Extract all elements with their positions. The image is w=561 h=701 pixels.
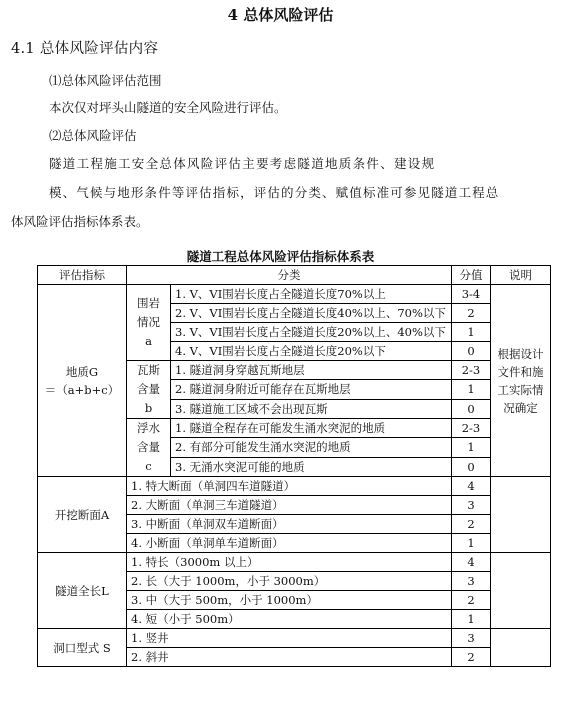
row-text: 1. 特大断面（单洞四车道隧道） [127, 477, 452, 496]
header-category: 分类 [127, 266, 452, 285]
geology-label: 地质G [65, 364, 99, 379]
gas-label-line: 瓦斯 [137, 363, 160, 377]
mud-label-line: 浮水 [137, 421, 160, 435]
row-text: 4. 小断面（单洞单车道断面） [127, 534, 452, 553]
subsection-title: 4.1 总体风险评估内容 [11, 41, 159, 57]
row-text: 1. 隧道全程存在可能发生涌水突泥的地质 [171, 419, 452, 438]
geology-indicator-cell [38, 285, 127, 477]
paragraph-scope-text: 本次仅对坪头山隧道的安全风险进行评估。 [49, 100, 287, 115]
row-text: 2. 有部分可能发生涌水突泥的地质 [171, 438, 452, 457]
row-text: 1. V、VI围岩长度占全隧道长度70%以上 [171, 285, 452, 304]
paragraph-line-1: 隧道工程施工安全总体风险评估主要考虑隧道地质条件、建设规 [49, 156, 436, 171]
row-score: 3-4 [452, 285, 491, 304]
table-row [38, 629, 551, 648]
gas-label-line: 含量 [137, 382, 160, 396]
rock-label-line: 情况 [137, 315, 160, 329]
row-text: 4. 短（小于 500m） [127, 610, 452, 629]
row-score: 2 [452, 591, 491, 610]
row-text: 3. 隧道施工区域不会出现瓦斯 [171, 399, 452, 418]
header-note: 说明 [491, 266, 551, 285]
excavation-indicator-cell: 开挖断面A [38, 477, 127, 553]
note-line: 根据设计 [497, 346, 544, 361]
note-line: 工实际情 [497, 382, 544, 397]
row-text: 3. 中断面（单洞双车道断面） [127, 515, 452, 534]
length-indicator-cell: 隧道全长L [38, 553, 127, 629]
mud-label-line: c [145, 459, 152, 473]
row-score: 1 [452, 380, 491, 399]
header-score: 分值 [452, 266, 491, 285]
row-text: 4. V、VI围岩长度占全隧道长度20%以下 [171, 342, 452, 361]
row-text: 1. 特长（3000m 以上） [127, 553, 452, 572]
empty-note-cell [491, 553, 551, 629]
row-text: 1. 隧道洞身穿越瓦斯地层 [171, 361, 452, 380]
row-score: 1 [452, 438, 491, 457]
row-score: 2-3 [452, 361, 491, 380]
row-score: 3 [452, 572, 491, 591]
row-text: 3. 中（大于 500m，小于 1000m） [127, 591, 452, 610]
paragraph-line-3: 体风险评估指标体系表。 [11, 214, 149, 229]
row-score: 1 [452, 610, 491, 629]
row-score: 3 [452, 496, 491, 515]
row-text: 3. 无涌水突泥可能的地质 [171, 457, 452, 476]
row-text: 2. 斜井 [127, 648, 452, 667]
row-text: 3. V、VI围岩长度占全隧道长度20%以上、40%以下 [171, 323, 452, 342]
row-score: 0 [452, 457, 491, 476]
portal-indicator-cell: 洞口型式 S [38, 629, 127, 667]
rock-label-line: a [145, 334, 152, 348]
paragraph-line-2: 模、气候与地形条件等评估指标，评估的分类、赋值标准可参见隧道工程总 [49, 185, 500, 200]
row-score: 4 [452, 553, 491, 572]
gas-subcategory-cell [127, 361, 171, 419]
table-header-row [38, 266, 551, 285]
row-score: 0 [452, 399, 491, 418]
row-score: 2 [452, 515, 491, 534]
row-text: 2. V、VI围岩长度占全隧道长度40%以上、70%以下 [171, 304, 452, 323]
rock-label-line: 围岩 [137, 296, 160, 310]
note-line: 况确定 [503, 400, 538, 415]
risk-indicator-table [37, 265, 551, 667]
table-row [38, 477, 551, 496]
header-indicator: 评估指标 [38, 266, 127, 285]
empty-note-cell [491, 477, 551, 553]
row-score: 1 [452, 323, 491, 342]
row-text: 2. 长（大于 1000m，小于 3000m） [127, 572, 452, 591]
table-row [38, 285, 551, 304]
paragraph-assessment-heading: ⑵总体风险评估 [49, 128, 137, 143]
row-score: 2 [452, 648, 491, 667]
mud-label-line: 含量 [137, 440, 160, 454]
table-caption: 隧道工程总体风险评估指标体系表 [186, 249, 375, 264]
row-text: 2. 大断面（单洞三车道隧道） [127, 496, 452, 515]
section-title: 4 总体风险评估 [227, 6, 334, 24]
row-text: 1. 竖井 [127, 629, 452, 648]
paragraph-scope-heading: ⑴总体风险评估范围 [49, 73, 162, 88]
row-text: 2. 隧道洞身附近可能存在瓦斯地层 [171, 380, 452, 399]
row-score: 2-3 [452, 419, 491, 438]
row-score: 0 [452, 342, 491, 361]
row-score: 4 [452, 477, 491, 496]
row-score: 3 [452, 629, 491, 648]
row-score: 2 [452, 304, 491, 323]
geology-note-cell [491, 285, 551, 477]
geology-formula: ＝（a+b+c） [44, 382, 120, 397]
note-line: 文件和施 [497, 364, 544, 379]
row-score: 1 [452, 534, 491, 553]
gas-label-line: b [144, 401, 153, 415]
empty-note-cell [491, 629, 551, 667]
rock-subcategory-cell [127, 285, 171, 361]
table-row [38, 553, 551, 572]
mud-subcategory-cell [127, 419, 171, 477]
